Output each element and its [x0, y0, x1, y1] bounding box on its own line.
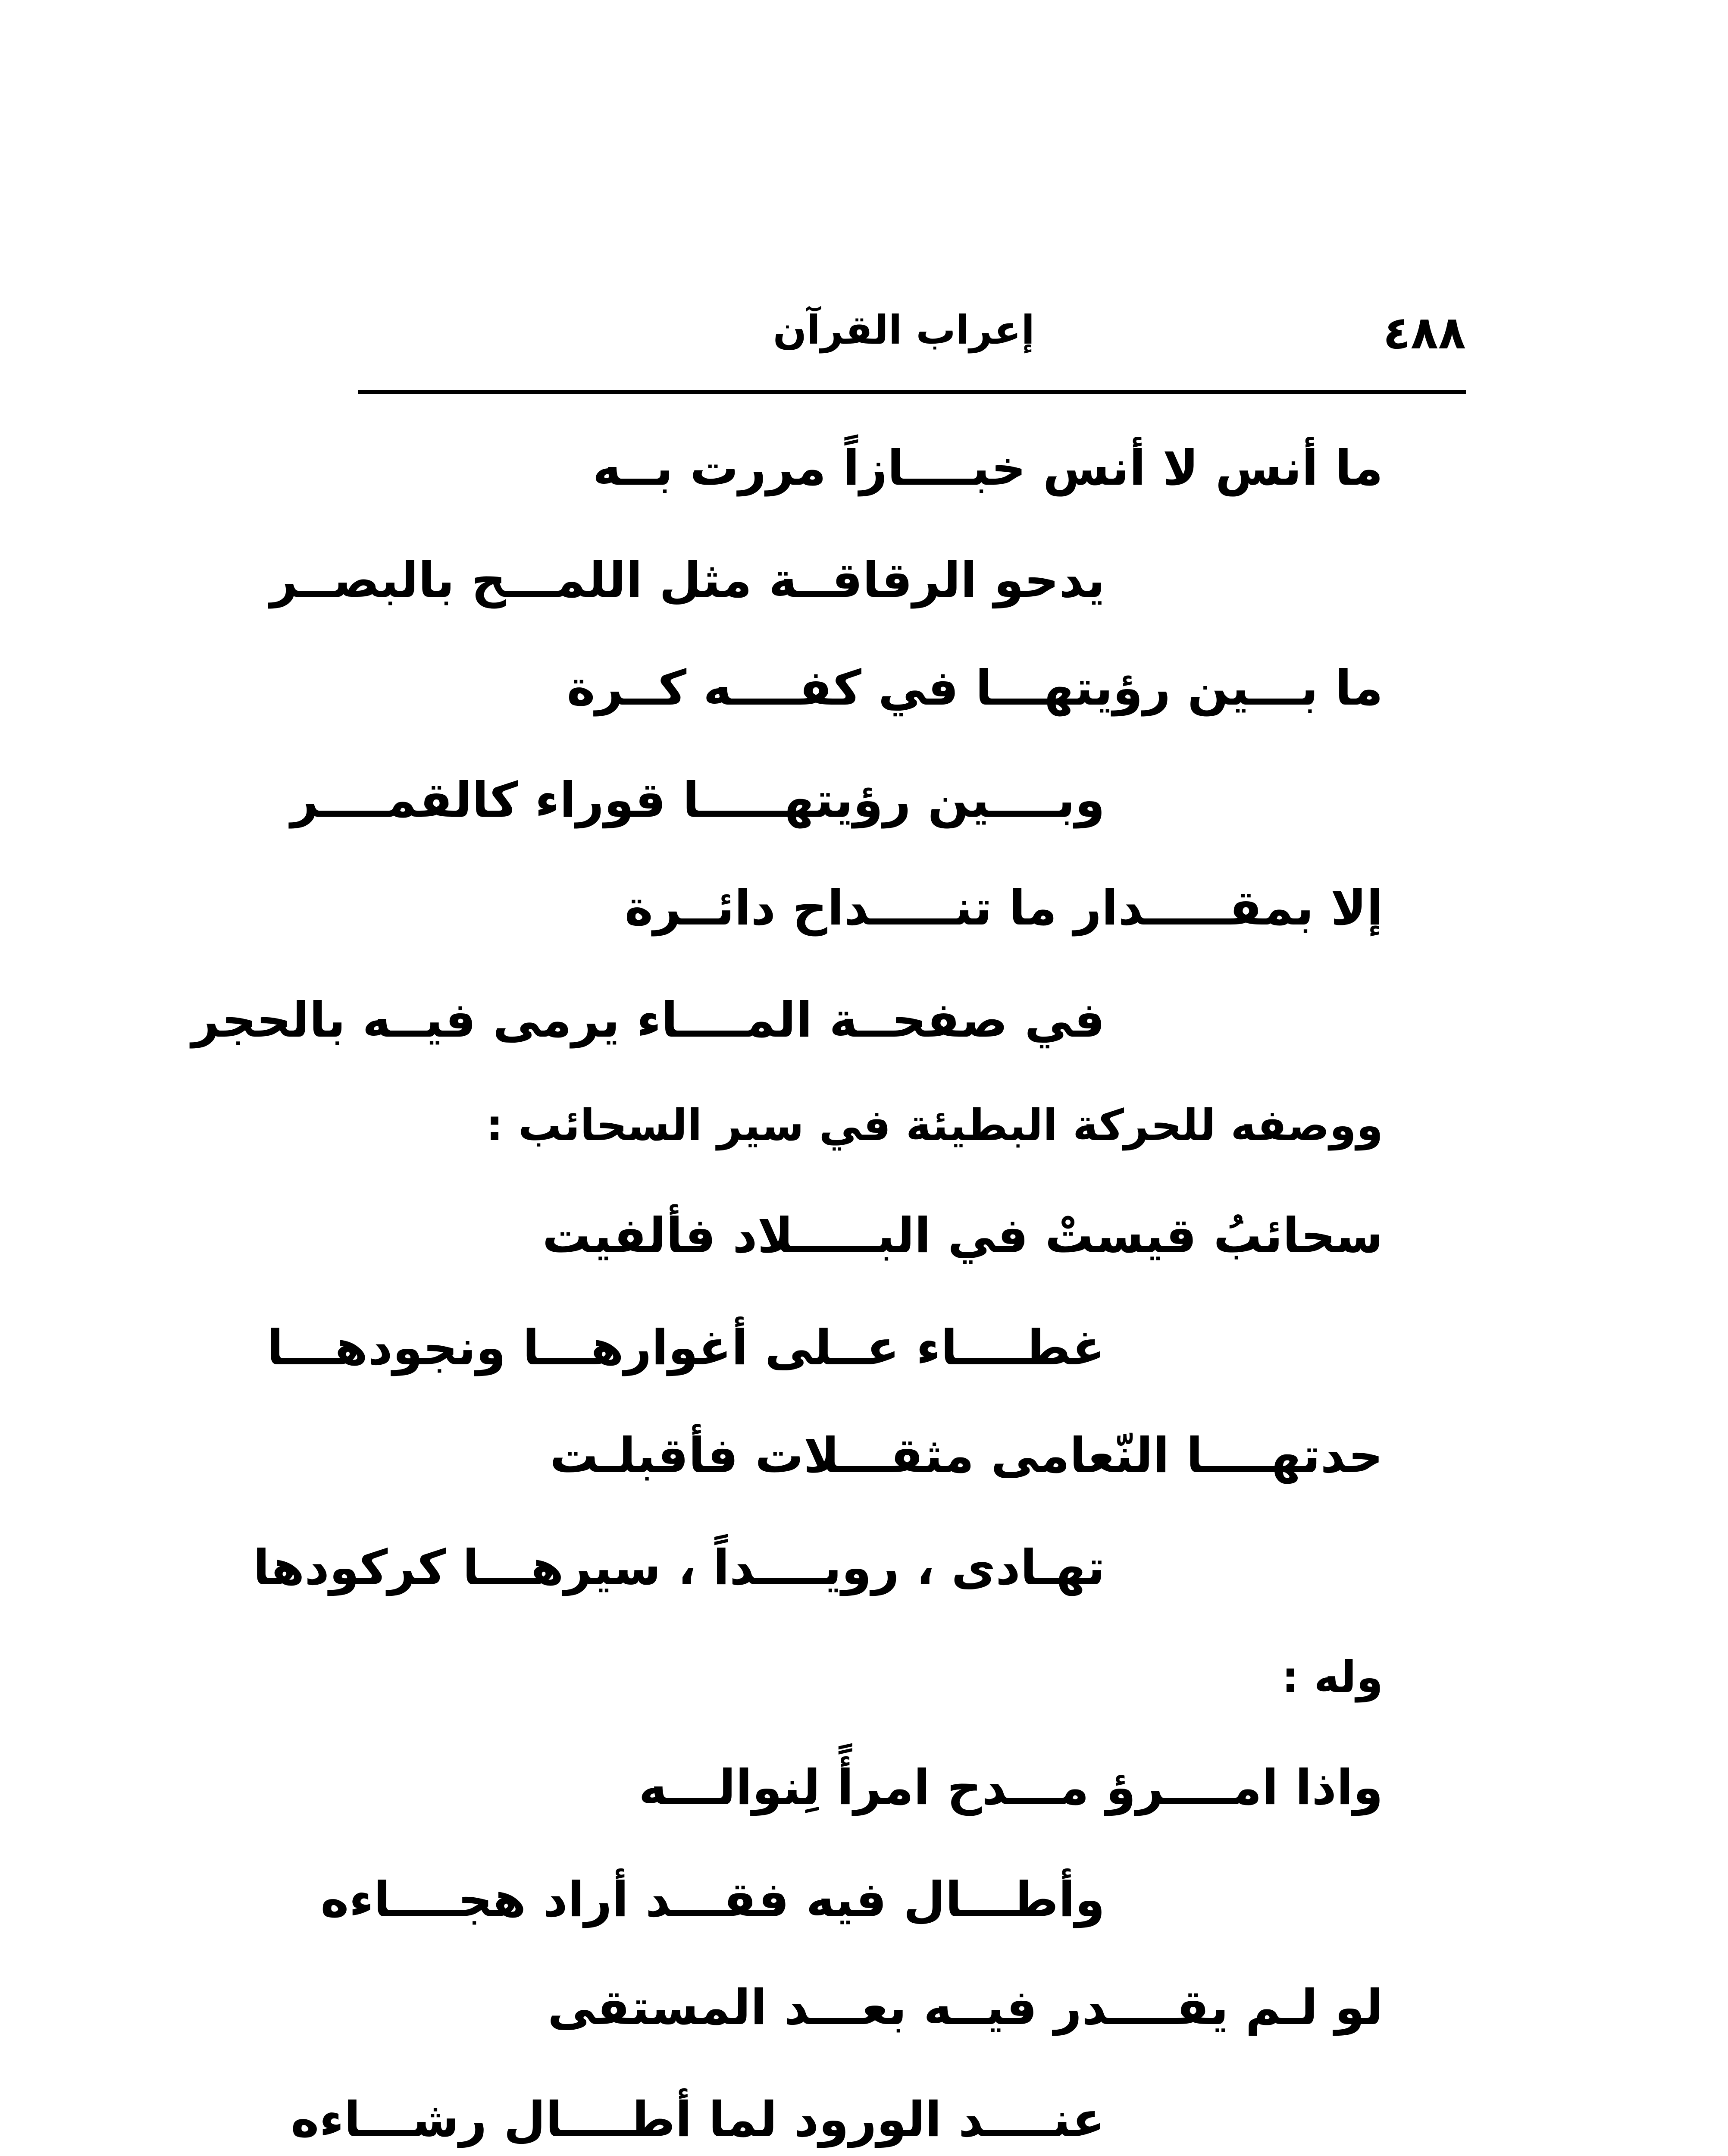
page-number: ٤٨٨: [1383, 307, 1466, 359]
verse-line: في صفحــة المــــاء يرمى فيــه بالحجر: [191, 992, 1105, 1048]
verse-line: ما أنس لا أنس خبــــازاً مررت بــه: [592, 440, 1383, 496]
verse-line: وأطـــال فيه فقـــد أراد هجــــاءه: [320, 1872, 1105, 1928]
verse-line: ما بـــين رؤيتهـــا في كفــــه كــرة: [567, 660, 1383, 716]
page-header: [354, 302, 1466, 379]
verse-line: حدتهــــا النّعامى مثقـــلات فأقبلـت: [550, 1428, 1383, 1484]
running-title: إعراب القرآن: [773, 307, 1035, 353]
verse-line: وبــــين رؤيتهـــــا قوراء كالقمــــر: [291, 772, 1105, 828]
header-rule: [358, 390, 1466, 394]
verse-line: عنــــد الورود لما أطــــال رشـــاءه: [291, 2092, 1105, 2148]
verse-line: غطــــاء عــلى أغوارهـــا ونجودهـــا: [266, 1320, 1105, 1376]
verse-line: إلا بمقـــــدار ما تنـــــداح دائــرة: [624, 880, 1383, 936]
verse-line: واذا امــــرؤ مـــدح امرأً لِنوالـــه: [639, 1760, 1383, 1816]
verse-line: لو لـم يقــــدر فيــه بعـــد المستقى: [548, 1980, 1383, 2036]
verse-line: يدحو الرقاقــة مثل اللمـــح بالبصــر: [269, 552, 1105, 608]
verse-line: سحائبُ قيستْ في البـــــلاد فألفيت: [542, 1208, 1383, 1264]
verse-line: تهـادى ، رويــــداً ، سيرهـــا كركودها: [253, 1540, 1105, 1596]
prose-line: وله :: [1281, 1652, 1383, 1702]
prose-line: ووصفه للحركة البطيئة في سير السحائب :: [486, 1100, 1383, 1150]
